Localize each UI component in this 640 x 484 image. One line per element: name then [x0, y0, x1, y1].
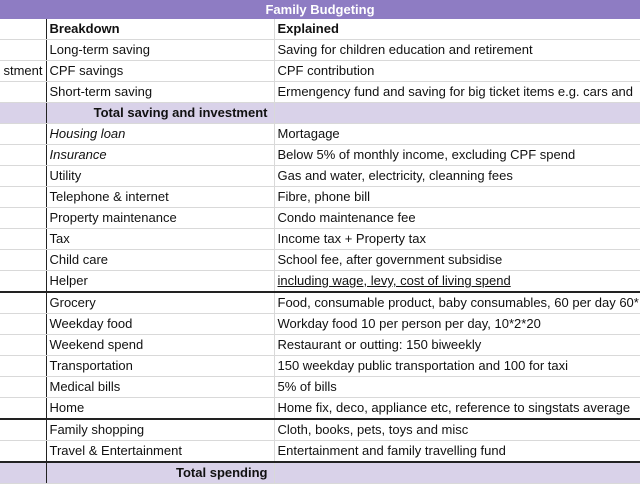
category-cell-investment[interactable]	[0, 61, 46, 82]
breakdown-cell[interactable]: Home	[46, 398, 274, 420]
category-cell[interactable]	[0, 271, 46, 293]
sheet-title[interactable]: Family Budgeting	[0, 0, 640, 19]
breakdown-cell[interactable]: Weekend spend	[46, 335, 274, 356]
total-saving-row	[0, 103, 640, 124]
explained-cell[interactable]: Workday food 10 per person per day, 10*2*20	[274, 314, 640, 335]
breakdown-cell[interactable]: Grocery	[46, 292, 274, 314]
table-row	[0, 377, 640, 398]
category-cell[interactable]	[0, 314, 46, 335]
category-cell[interactable]	[0, 124, 46, 145]
explained-cell[interactable]: Entertainment and family travelling fund	[274, 441, 640, 463]
table-row	[0, 398, 640, 420]
table-row	[0, 250, 640, 271]
explained-cell[interactable]: Cloth, books, pets, toys and misc	[274, 419, 640, 441]
category-cell[interactable]	[0, 250, 46, 271]
category-cell[interactable]	[0, 166, 46, 187]
total-saving-label[interactable]: Total saving and investment	[46, 103, 274, 124]
explained-cell[interactable]: Ermengency fund and saving for big ticket items e.g. cars and	[274, 82, 640, 103]
explained-cell[interactable]: 5% of bills	[274, 377, 640, 398]
breakdown-cell[interactable]: Family shopping	[46, 419, 274, 441]
breakdown-cell[interactable]: Housing loan	[46, 124, 274, 145]
category-cell[interactable]	[0, 398, 46, 420]
category-cell[interactable]	[0, 145, 46, 166]
table-row	[0, 335, 640, 356]
table-row	[0, 271, 640, 293]
table-row	[0, 292, 640, 314]
explained-cell[interactable]: Gas and water, electricity, cleanning fees	[274, 166, 640, 187]
category-cell[interactable]	[0, 292, 46, 314]
breakdown-cell[interactable]: Telephone & internet	[46, 187, 274, 208]
breakdown-cell[interactable]: Tax	[46, 229, 274, 250]
explained-cell[interactable]: Condo maintenance fee	[274, 208, 640, 229]
total-spending-value[interactable]	[274, 462, 640, 484]
table-row	[0, 187, 640, 208]
explained-cell[interactable]: 150 weekday public transportation and 100 for taxi	[274, 356, 640, 377]
breakdown-cell[interactable]: Insurance	[46, 145, 274, 166]
explained-cell[interactable]: CPF contribution	[274, 61, 640, 82]
total-saving-value[interactable]	[274, 103, 640, 124]
table-row	[0, 40, 640, 61]
breakdown-cell[interactable]: Transportation	[46, 356, 274, 377]
category-cell[interactable]	[0, 335, 46, 356]
total-spending-row	[0, 462, 640, 484]
table-row	[0, 314, 640, 335]
breakdown-cell[interactable]: Property maintenance	[46, 208, 274, 229]
category-cell[interactable]	[0, 441, 46, 463]
table-row	[0, 419, 640, 441]
total-spending-label[interactable]: Total spending	[46, 462, 274, 484]
breakdown-cell[interactable]: Long-term saving	[46, 40, 274, 61]
explained-cell[interactable]: Below 5% of monthly income, excluding CPF spend	[274, 145, 640, 166]
explained-header[interactable]: Explained	[274, 19, 640, 40]
header-row	[0, 19, 640, 40]
category-cell[interactable]	[0, 82, 46, 103]
breakdown-cell[interactable]: Child care	[46, 250, 274, 271]
table-row	[0, 441, 640, 463]
table-row	[0, 82, 640, 103]
breakdown-cell[interactable]: Helper	[46, 271, 274, 293]
category-cell[interactable]	[0, 462, 46, 484]
category-cell[interactable]	[0, 229, 46, 250]
table-row	[0, 124, 640, 145]
table-row	[0, 229, 640, 250]
table-row	[0, 208, 640, 229]
category-cell[interactable]	[0, 356, 46, 377]
explained-cell[interactable]: Income tax + Property tax	[274, 229, 640, 250]
table-row	[0, 356, 640, 377]
explained-cell[interactable]: Saving for children education and retirement	[274, 40, 640, 61]
breakdown-cell[interactable]: Travel & Entertainment	[46, 441, 274, 463]
explained-cell[interactable]: Home fix, deco, appliance etc, reference to singstats average	[274, 398, 640, 420]
breakdown-cell[interactable]: Medical bills	[46, 377, 274, 398]
explained-cell[interactable]: School fee, after government subsidise	[274, 250, 640, 271]
breakdown-cell[interactable]: Utility	[46, 166, 274, 187]
breakdown-cell[interactable]: CPF savings	[46, 61, 274, 82]
category-label: stment	[3, 63, 43, 78]
category-cell[interactable]	[0, 419, 46, 441]
category-cell[interactable]	[0, 377, 46, 398]
explained-cell[interactable]: Mortagage	[274, 124, 640, 145]
category-cell[interactable]	[0, 40, 46, 61]
category-cell[interactable]	[0, 103, 46, 124]
explained-text: including wage, levy, cost of living spend	[277, 273, 511, 288]
explained-cell[interactable]: Restaurant or outting: 150 biweekly	[274, 335, 640, 356]
category-cell[interactable]	[0, 208, 46, 229]
breakdown-cell[interactable]: Short-term saving	[46, 82, 274, 103]
breakdown-cell[interactable]: Weekday food	[46, 314, 274, 335]
budget-table	[0, 19, 640, 484]
category-cell[interactable]	[0, 187, 46, 208]
explained-cell[interactable]	[274, 271, 640, 293]
table-row	[0, 145, 640, 166]
table-row	[0, 61, 640, 82]
explained-cell[interactable]: Food, consumable product, baby consumables, 60 per day 60*	[274, 292, 640, 314]
table-row	[0, 166, 640, 187]
breakdown-header[interactable]: Breakdown	[46, 19, 274, 40]
category-cell[interactable]	[0, 19, 46, 40]
explained-cell[interactable]: Fibre, phone bill	[274, 187, 640, 208]
